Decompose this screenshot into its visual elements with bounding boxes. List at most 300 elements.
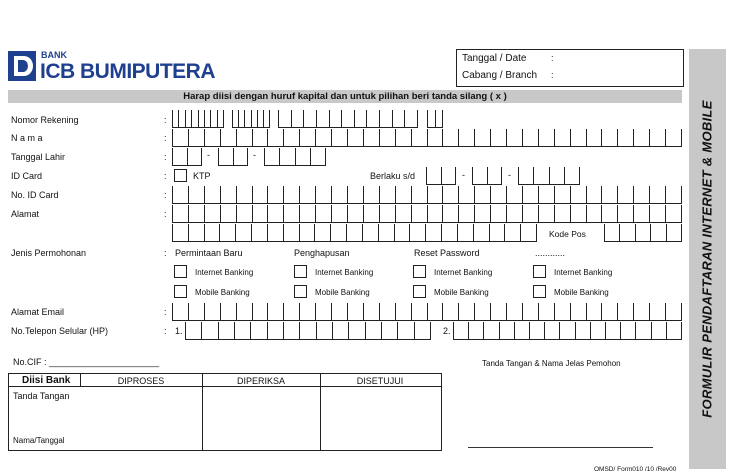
box-divider bbox=[538, 129, 539, 146]
box-divider bbox=[397, 322, 398, 339]
box-divider bbox=[236, 303, 237, 320]
side-title: FORMULIR PENDAFTARAN INTERNET & MOBILE bbox=[699, 100, 715, 418]
label-id-card: ID Card bbox=[11, 171, 43, 181]
box-divider bbox=[188, 205, 189, 222]
colon: : bbox=[164, 307, 167, 317]
box-divider bbox=[666, 224, 667, 241]
request-reset-label: Reset Password bbox=[414, 248, 480, 258]
box-divider bbox=[223, 110, 224, 127]
phone2-boxes[interactable] bbox=[453, 322, 682, 340]
box-divider bbox=[257, 110, 258, 127]
box-divider bbox=[363, 129, 364, 146]
box-divider bbox=[267, 224, 268, 241]
box-divider bbox=[379, 303, 380, 320]
bank-table-col-processed: DIPROSES bbox=[117, 376, 165, 386]
box-divider bbox=[490, 129, 491, 146]
dob-year-boxes[interactable] bbox=[264, 148, 326, 166]
box-divider bbox=[267, 129, 268, 146]
box-divider bbox=[601, 129, 602, 146]
box-divider bbox=[681, 303, 682, 320]
box-divider bbox=[430, 322, 431, 339]
box-divider bbox=[185, 322, 186, 339]
box-divider bbox=[381, 322, 382, 339]
box-divider bbox=[586, 129, 587, 146]
box-divider bbox=[198, 110, 199, 127]
box-divider bbox=[665, 186, 666, 203]
date-colon: : bbox=[551, 53, 554, 63]
box-divider bbox=[666, 322, 667, 339]
valid-day-boxes[interactable] bbox=[426, 167, 456, 185]
box-divider bbox=[665, 303, 666, 320]
box-divider bbox=[617, 205, 618, 222]
box-divider bbox=[366, 110, 367, 127]
new-mobile-checkbox[interactable] bbox=[174, 285, 187, 298]
branch-colon: : bbox=[551, 70, 554, 80]
label-id-no: No. ID Card bbox=[11, 190, 59, 200]
box-divider bbox=[458, 303, 459, 320]
box-divider bbox=[665, 129, 666, 146]
box-divider bbox=[554, 205, 555, 222]
box-divider bbox=[635, 224, 636, 241]
box-divider bbox=[267, 205, 268, 222]
box-divider bbox=[417, 110, 418, 127]
box-divider bbox=[217, 110, 218, 127]
box-divider bbox=[506, 186, 507, 203]
box-divider bbox=[538, 186, 539, 203]
box-divider bbox=[379, 110, 380, 127]
box-divider bbox=[409, 224, 410, 241]
box-divider bbox=[538, 205, 539, 222]
box-divider bbox=[204, 303, 205, 320]
box-divider bbox=[570, 205, 571, 222]
request-other-label: ............ bbox=[535, 248, 566, 258]
box-divider bbox=[681, 129, 682, 146]
box-divider bbox=[633, 303, 634, 320]
box-divider bbox=[411, 186, 412, 203]
box-divider bbox=[570, 129, 571, 146]
box-divider bbox=[604, 224, 605, 241]
address-boxes-1[interactable] bbox=[172, 205, 682, 223]
box-divider bbox=[252, 186, 253, 203]
signature-label: Tanda Tangan & Nama Jelas Pemohon bbox=[482, 359, 621, 368]
ktp-label: KTP bbox=[193, 171, 211, 181]
box-divider bbox=[501, 167, 502, 184]
bank-logo-icon bbox=[8, 51, 36, 81]
box-divider bbox=[236, 129, 237, 146]
box-divider bbox=[172, 224, 173, 241]
box-divider bbox=[299, 322, 300, 339]
bank-table-row-name-date: Nama/Tanggal bbox=[13, 436, 65, 445]
box-divider bbox=[458, 129, 459, 146]
box-divider bbox=[204, 110, 205, 127]
box-divider bbox=[204, 224, 205, 241]
date-label: Tanggal / Date bbox=[462, 53, 527, 64]
dob-dash: - bbox=[253, 150, 256, 160]
box-divider bbox=[299, 129, 300, 146]
signature-line[interactable] bbox=[468, 447, 653, 448]
box-divider bbox=[299, 205, 300, 222]
box-divider bbox=[651, 322, 652, 339]
box-divider bbox=[267, 186, 268, 203]
box-divider bbox=[474, 205, 475, 222]
box-divider bbox=[188, 224, 189, 241]
bank-table-col-approved: DISETUJUI bbox=[356, 376, 404, 386]
box-divider bbox=[331, 303, 332, 320]
box-divider bbox=[483, 322, 484, 339]
box-divider bbox=[234, 322, 235, 339]
dob-month-boxes[interactable] bbox=[218, 148, 248, 166]
box-divider bbox=[435, 110, 436, 127]
box-divider bbox=[681, 186, 682, 203]
box-divider bbox=[441, 224, 442, 241]
box-divider bbox=[204, 129, 205, 146]
reset-mobile-checkbox[interactable] bbox=[413, 285, 426, 298]
bank-table-col-checked: DIPERIKSA bbox=[236, 376, 285, 386]
box-divider bbox=[172, 129, 173, 146]
box-divider bbox=[601, 205, 602, 222]
box-divider bbox=[490, 186, 491, 203]
box-divider bbox=[172, 148, 173, 165]
box-divider bbox=[427, 205, 428, 222]
box-divider bbox=[649, 186, 650, 203]
box-divider bbox=[191, 110, 192, 127]
box-divider bbox=[187, 148, 188, 165]
box-divider bbox=[570, 303, 571, 320]
box-divider bbox=[665, 205, 666, 222]
box-divider bbox=[522, 303, 523, 320]
box-divider bbox=[332, 322, 333, 339]
box-divider bbox=[605, 322, 606, 339]
box-divider bbox=[635, 322, 636, 339]
box-divider bbox=[395, 303, 396, 320]
box-divider bbox=[649, 303, 650, 320]
box-divider bbox=[315, 205, 316, 222]
new-internet-checkbox[interactable] bbox=[174, 265, 187, 278]
box-divider bbox=[299, 224, 300, 241]
box-divider bbox=[681, 322, 682, 339]
dob-day-boxes[interactable] bbox=[172, 148, 202, 166]
box-divider bbox=[575, 322, 576, 339]
box-divider bbox=[178, 110, 179, 127]
box-divider bbox=[427, 186, 428, 203]
box-divider bbox=[220, 129, 221, 146]
box-divider bbox=[331, 205, 332, 222]
bank-logo bbox=[8, 51, 36, 81]
box-divider bbox=[649, 205, 650, 222]
box-divider bbox=[363, 186, 364, 203]
box-divider bbox=[188, 303, 189, 320]
phone2-label: 2. bbox=[443, 326, 451, 336]
box-divider bbox=[232, 110, 233, 127]
dob-dash: - bbox=[207, 150, 210, 160]
label-dob: Tanggal Lahir bbox=[11, 152, 66, 162]
box-divider bbox=[522, 129, 523, 146]
box-divider bbox=[620, 322, 621, 339]
box-divider bbox=[453, 322, 454, 339]
delete-mobile-checkbox[interactable] bbox=[294, 285, 307, 298]
box-divider bbox=[252, 205, 253, 222]
box-divider bbox=[536, 224, 537, 241]
box-divider bbox=[251, 224, 252, 241]
box-divider bbox=[283, 129, 284, 146]
instruction-text: Harap diisi dengan huruf kapital dan untuk pilihan beri tanda silang ( x ) bbox=[183, 91, 507, 102]
other-mobile-checkbox[interactable] bbox=[533, 285, 546, 298]
colon: : bbox=[164, 152, 167, 162]
label-phone: No.Telepon Selular (HP) bbox=[11, 326, 109, 336]
box-divider bbox=[315, 186, 316, 203]
box-divider bbox=[490, 205, 491, 222]
box-divider bbox=[347, 303, 348, 320]
box-divider bbox=[442, 110, 443, 127]
box-divider bbox=[220, 205, 221, 222]
box-divider bbox=[235, 224, 236, 241]
reset-mobile-label: Mobile Banking bbox=[434, 288, 489, 297]
box-divider bbox=[564, 167, 565, 184]
box-divider bbox=[474, 303, 475, 320]
box-divider bbox=[379, 205, 380, 222]
valid-month-boxes[interactable] bbox=[472, 167, 502, 185]
box-divider bbox=[617, 186, 618, 203]
box-divider bbox=[681, 224, 682, 241]
box-divider bbox=[379, 186, 380, 203]
box-divider bbox=[554, 186, 555, 203]
box-divider bbox=[414, 322, 415, 339]
account-number-boxes[interactable] bbox=[232, 110, 270, 128]
box-divider bbox=[427, 303, 428, 320]
box-divider bbox=[681, 205, 682, 222]
box-divider bbox=[394, 224, 395, 241]
box-divider bbox=[590, 322, 591, 339]
box-divider bbox=[518, 167, 519, 184]
reset-internet-label: Internet Banking bbox=[434, 268, 493, 277]
box-divider bbox=[506, 129, 507, 146]
box-divider bbox=[538, 303, 539, 320]
box-divider bbox=[427, 129, 428, 146]
box-divider bbox=[442, 303, 443, 320]
box-divider bbox=[442, 129, 443, 146]
box-divider bbox=[236, 186, 237, 203]
box-divider bbox=[442, 186, 443, 203]
valid-year-boxes[interactable] bbox=[518, 167, 580, 185]
box-divider bbox=[347, 205, 348, 222]
box-divider bbox=[579, 167, 580, 184]
box-divider bbox=[244, 110, 245, 127]
valid-dash: - bbox=[508, 170, 511, 180]
label-account: Nomor Rekening bbox=[11, 115, 79, 125]
box-divider bbox=[473, 224, 474, 241]
ktp-checkbox[interactable] bbox=[174, 169, 187, 182]
box-divider bbox=[474, 186, 475, 203]
box-divider bbox=[251, 110, 252, 127]
box-divider bbox=[559, 322, 560, 339]
box-divider bbox=[363, 205, 364, 222]
address-boxes-2[interactable] bbox=[172, 224, 537, 242]
box-divider bbox=[649, 129, 650, 146]
phone1-label: 1. bbox=[175, 326, 183, 336]
other-internet-label: Internet Banking bbox=[554, 268, 613, 277]
box-divider bbox=[314, 224, 315, 241]
box-divider bbox=[362, 224, 363, 241]
account-number-boxes[interactable] bbox=[427, 110, 443, 128]
box-divider bbox=[303, 110, 304, 127]
box-divider bbox=[252, 303, 253, 320]
box-divider bbox=[586, 303, 587, 320]
box-divider bbox=[331, 186, 332, 203]
box-divider bbox=[586, 186, 587, 203]
box-divider bbox=[172, 186, 173, 203]
box-divider bbox=[267, 322, 268, 339]
box-divider bbox=[468, 322, 469, 339]
box-divider bbox=[201, 148, 202, 165]
box-divider bbox=[188, 186, 189, 203]
branch-label: Cabang / Branch bbox=[462, 70, 538, 81]
box-divider bbox=[291, 110, 292, 127]
bank-table-row-signature: Tanda Tangan bbox=[13, 391, 70, 401]
box-divider bbox=[474, 129, 475, 146]
box-divider bbox=[204, 186, 205, 203]
box-divider bbox=[283, 205, 284, 222]
box-divider bbox=[299, 186, 300, 203]
box-divider bbox=[299, 303, 300, 320]
phone1-boxes[interactable] bbox=[185, 322, 431, 340]
label-name: N a m a bbox=[11, 133, 43, 143]
box-divider bbox=[201, 322, 202, 339]
box-divider bbox=[554, 129, 555, 146]
box-divider bbox=[264, 148, 265, 165]
box-divider bbox=[506, 205, 507, 222]
account-number-boxes[interactable] bbox=[172, 110, 224, 128]
box-divider bbox=[278, 110, 279, 127]
box-divider bbox=[392, 110, 393, 127]
box-divider bbox=[395, 186, 396, 203]
box-divider bbox=[520, 224, 521, 241]
colon: : bbox=[164, 115, 167, 125]
box-divider bbox=[325, 148, 326, 165]
box-divider bbox=[427, 110, 428, 127]
bank-table-header: Diisi Bank bbox=[22, 375, 71, 386]
box-divider bbox=[250, 322, 251, 339]
box-divider bbox=[458, 186, 459, 203]
box-divider bbox=[425, 224, 426, 241]
delete-mobile-label: Mobile Banking bbox=[315, 288, 370, 297]
account-number-boxes[interactable] bbox=[278, 110, 418, 128]
box-divider bbox=[347, 129, 348, 146]
other-internet-checkbox[interactable] bbox=[533, 265, 546, 278]
box-divider bbox=[220, 303, 221, 320]
box-divider bbox=[365, 322, 366, 339]
box-divider bbox=[522, 186, 523, 203]
request-delete-label: Penghapusan bbox=[294, 248, 350, 258]
box-divider bbox=[347, 186, 348, 203]
box-divider bbox=[411, 205, 412, 222]
box-divider bbox=[499, 322, 500, 339]
box-divider bbox=[395, 205, 396, 222]
valid-dash: - bbox=[462, 170, 465, 180]
new-mobile-label: Mobile Banking bbox=[195, 288, 250, 297]
box-divider bbox=[522, 205, 523, 222]
box-divider bbox=[218, 148, 219, 165]
box-divider bbox=[549, 167, 550, 184]
box-divider bbox=[269, 110, 270, 127]
box-divider bbox=[316, 322, 317, 339]
colon: : bbox=[164, 190, 167, 200]
box-divider bbox=[533, 167, 534, 184]
box-divider bbox=[586, 205, 587, 222]
box-divider bbox=[331, 129, 332, 146]
delete-internet-label: Internet Banking bbox=[315, 268, 374, 277]
box-divider bbox=[233, 148, 234, 165]
colon: : bbox=[164, 248, 167, 258]
box-divider bbox=[316, 110, 317, 127]
box-divider bbox=[354, 110, 355, 127]
box-divider bbox=[172, 205, 173, 222]
box-divider bbox=[514, 322, 515, 339]
box-divider bbox=[295, 148, 296, 165]
box-divider bbox=[633, 129, 634, 146]
request-new-label: Permintaan Baru bbox=[175, 248, 243, 258]
label-request-type: Jenis Permohonan bbox=[11, 248, 87, 258]
box-divider bbox=[283, 303, 284, 320]
box-divider bbox=[633, 186, 634, 203]
email-boxes[interactable] bbox=[172, 303, 682, 321]
postal-code-boxes[interactable] bbox=[604, 224, 682, 242]
box-divider bbox=[218, 322, 219, 339]
box-divider bbox=[441, 167, 442, 184]
box-divider bbox=[252, 129, 253, 146]
box-divider bbox=[472, 167, 473, 184]
box-divider bbox=[601, 303, 602, 320]
reset-internet-checkbox[interactable] bbox=[413, 265, 426, 278]
box-divider bbox=[219, 224, 220, 241]
id-number-boxes[interactable] bbox=[172, 186, 682, 204]
box-divider bbox=[395, 129, 396, 146]
bank-small-label: BANK bbox=[41, 50, 67, 60]
box-divider bbox=[378, 224, 379, 241]
box-divider bbox=[490, 303, 491, 320]
box-divider bbox=[379, 129, 380, 146]
box-divider bbox=[263, 110, 264, 127]
box-divider bbox=[329, 110, 330, 127]
box-divider bbox=[279, 148, 280, 165]
delete-internet-checkbox[interactable] bbox=[294, 265, 307, 278]
box-divider bbox=[504, 224, 505, 241]
box-divider bbox=[247, 148, 248, 165]
box-divider bbox=[633, 205, 634, 222]
box-divider bbox=[411, 303, 412, 320]
other-mobile-label: Mobile Banking bbox=[554, 288, 609, 297]
label-address: Alamat bbox=[11, 209, 40, 219]
box-divider bbox=[172, 110, 173, 127]
box-divider bbox=[346, 224, 347, 241]
box-divider bbox=[601, 186, 602, 203]
box-divider bbox=[210, 110, 211, 127]
name-boxes[interactable] bbox=[172, 129, 682, 147]
cif-field[interactable]: No.CIF : ______________________ bbox=[13, 357, 160, 367]
box-divider bbox=[310, 148, 311, 165]
box-divider bbox=[236, 205, 237, 222]
box-divider bbox=[457, 224, 458, 241]
valid-until-label: Berlaku s/d bbox=[370, 171, 416, 181]
box-divider bbox=[650, 224, 651, 241]
colon: : bbox=[164, 326, 167, 336]
box-divider bbox=[363, 303, 364, 320]
box-divider bbox=[529, 322, 530, 339]
box-divider bbox=[283, 322, 284, 339]
box-divider bbox=[267, 303, 268, 320]
box-divider bbox=[458, 205, 459, 222]
box-divider bbox=[188, 129, 189, 146]
box-divider bbox=[411, 129, 412, 146]
